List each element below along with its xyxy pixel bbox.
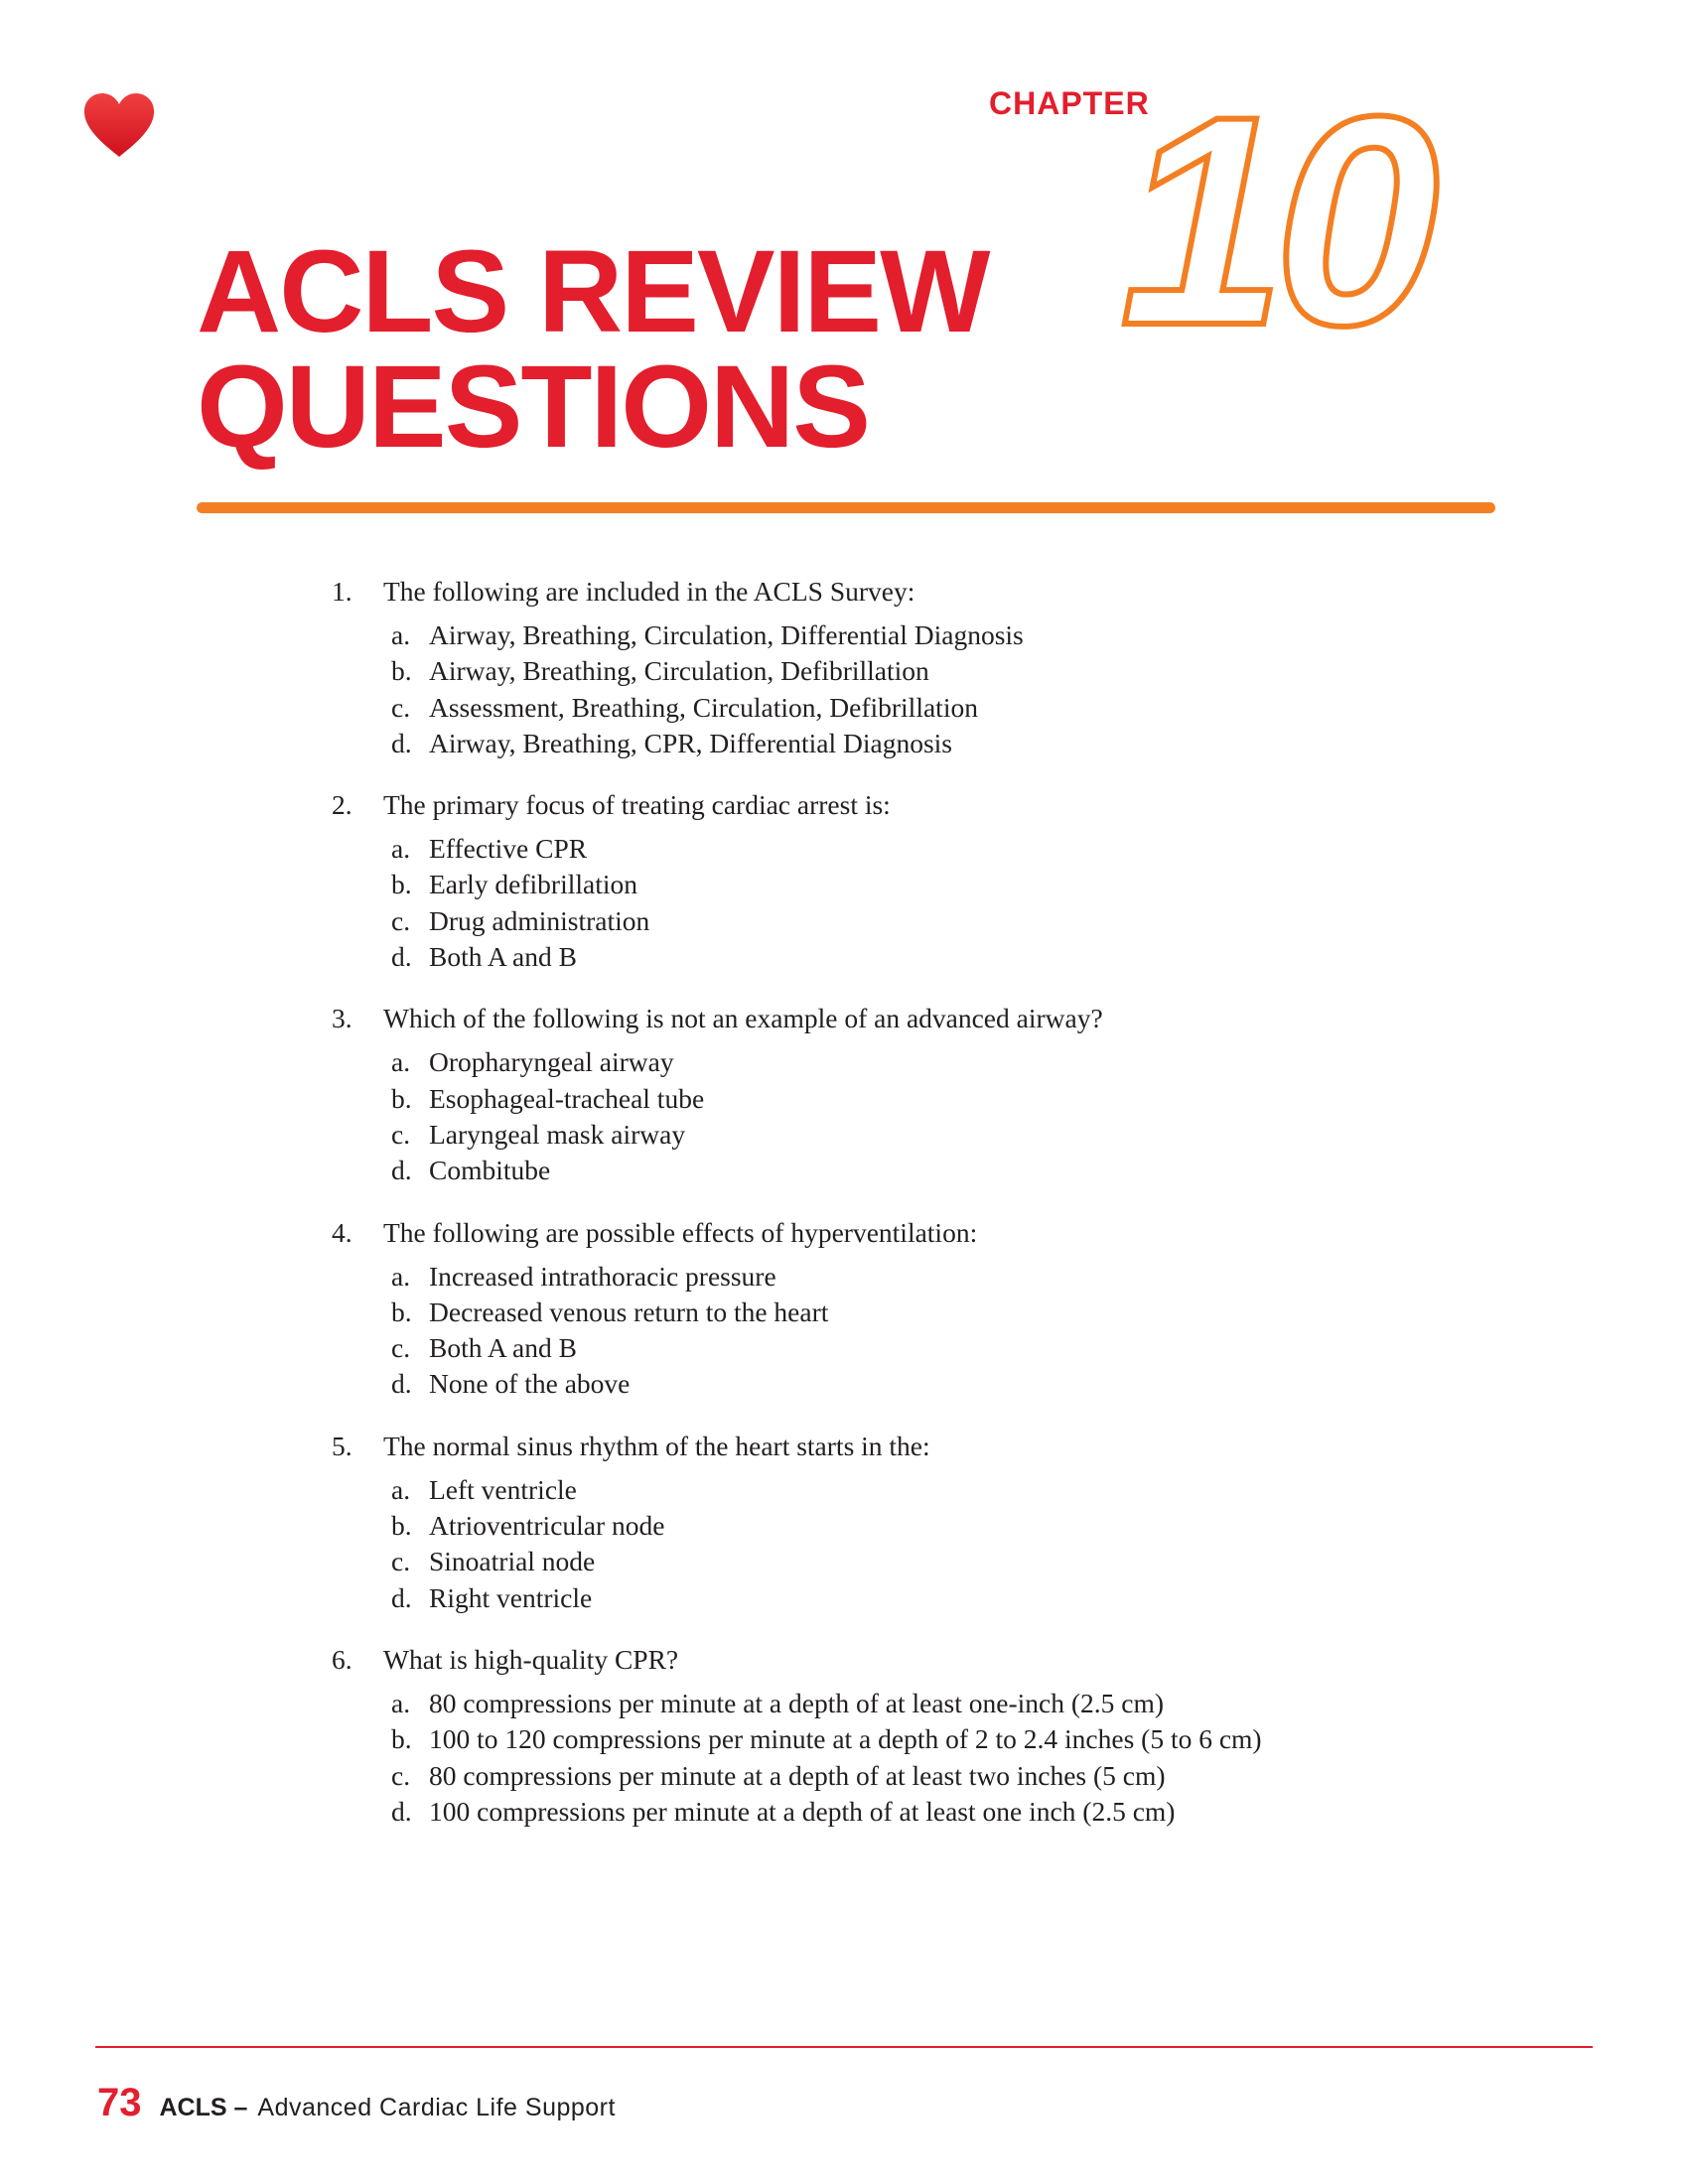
option-letter: d. [391,1795,412,1827]
question-number: 6. [332,1643,352,1675]
option-text: Drug administration [429,904,650,936]
question-number: 2. [332,789,352,821]
question-number: 1. [332,576,352,607]
option-letter: a. [391,1046,411,1078]
option-c [391,903,1424,939]
option-letter: c. [391,1332,411,1364]
option-letter: d. [391,1581,412,1613]
question-1 [332,572,1424,761]
question-text: The following are included in the ACLS Survey: [383,576,915,607]
page-title-line-2: QUESTIONS [197,341,869,473]
option-letter: a. [391,1260,411,1292]
option-c [391,1117,1424,1153]
question-text: The following are possible effects of hyperventilation: [383,1216,978,1248]
option-a [391,1686,1424,1721]
option-letter: c. [391,691,411,723]
question-3 [332,999,1424,1188]
option-d [391,1794,1424,1830]
option-b [391,1081,1424,1117]
question-stem [332,1427,1424,1466]
option-letter: d. [391,1155,412,1186]
option-text: Assessment, Breathing, Circulation, Defibrillation [429,691,978,723]
option-c [391,690,1424,726]
option-letter: c. [391,1118,411,1150]
option-letter: a. [391,1687,411,1718]
option-list [332,1259,1424,1403]
option-letter: b. [391,655,412,687]
option-text: Atrioventricular node [429,1510,665,1542]
option-text: Effective CPR [429,833,588,865]
question-list [332,572,1424,1853]
option-letter: c. [391,1546,411,1577]
chapter-number-text: 10 [1120,87,1428,345]
question-stem [332,572,1424,612]
option-b [391,653,1424,689]
page-title-line-1: ACLS REVIEW [197,226,989,357]
option-list [332,1044,1424,1188]
option-b [391,1295,1424,1330]
option-text: Oropharyngeal airway [429,1046,674,1078]
option-text: Both A and B [429,1332,577,1364]
option-list [332,1686,1424,1830]
option-c [391,1544,1424,1579]
option-text: 100 to 120 compressions per minute at a depth of 2 to 2.4 inches (5 to 6 cm) [429,1723,1262,1755]
question-stem [332,785,1424,825]
question-stem [332,1640,1424,1680]
option-d [391,1580,1424,1616]
chapter-number [1120,87,1507,345]
option-list [332,831,1424,975]
option-d [391,939,1424,975]
option-letter: c. [391,1759,411,1791]
footer-brand: ACLS – [159,2094,248,2121]
question-number: 5. [332,1430,352,1461]
option-a [391,831,1424,867]
option-text: Airway, Breathing, Circulation, Defibrillation [429,655,929,687]
question-6 [332,1640,1424,1830]
option-text: Laryngeal mask airway [429,1118,686,1150]
question-text: The primary focus of treating cardiac arrest is: [383,789,891,821]
option-text: Left ventricle [429,1473,577,1505]
option-text: 80 compressions per minute at a depth of at least one-inch (2.5 cm) [429,1687,1164,1718]
option-letter: a. [391,833,411,865]
option-c [391,1758,1424,1794]
option-text: Esophageal-tracheal tube [429,1082,705,1114]
page-number: 73 [97,2081,142,2124]
option-letter: a. [391,619,411,650]
option-d [391,1153,1424,1188]
option-list [332,1472,1424,1616]
question-text: What is high-quality CPR? [383,1643,679,1675]
page-footer [97,2081,616,2125]
option-text: Early defibrillation [429,869,637,900]
option-d [391,726,1424,761]
option-letter: c. [391,904,411,936]
option-d [391,1366,1424,1402]
option-letter: b. [391,1723,412,1755]
footer-subtitle: Advanced Cardiac Life Support [257,2094,616,2121]
option-letter: b. [391,1510,412,1542]
option-text: 80 compressions per minute at a depth of at least two inches (5 cm) [429,1759,1166,1791]
option-letter: a. [391,1473,411,1505]
option-text: Sinoatrial node [429,1546,596,1577]
option-text: 100 compressions per minute at a depth of at least one inch (2.5 cm) [429,1795,1176,1827]
option-a [391,1259,1424,1295]
option-text: Increased intrathoracic pressure [429,1260,776,1292]
question-text: The normal sinus rhythm of the heart starts in the: [383,1430,930,1461]
heart-icon [81,91,157,159]
option-letter: b. [391,1082,412,1114]
option-letter: b. [391,869,412,900]
question-number: 4. [332,1216,352,1248]
option-text: Airway, Breathing, Circulation, Differential Diagnosis [429,619,1024,650]
option-text: None of the above [429,1368,631,1400]
option-a [391,617,1424,653]
title-divider [197,502,1495,513]
option-b [391,867,1424,902]
option-b [391,1508,1424,1544]
footer-divider [95,2046,1593,2048]
option-list [332,617,1424,761]
option-a [391,1472,1424,1508]
question-5 [332,1427,1424,1616]
question-text: Which of the following is not an example of an advanced airway? [383,1003,1103,1034]
option-b [391,1721,1424,1757]
question-2 [332,785,1424,975]
option-text: Decreased venous return to the heart [429,1296,829,1327]
option-text: Right ventricle [429,1581,593,1613]
option-letter: d. [391,727,412,758]
chapter-label: CHAPTER [989,85,1150,121]
heart-logo [81,91,157,159]
option-letter: d. [391,1368,412,1400]
question-stem [332,1213,1424,1253]
question-4 [332,1213,1424,1403]
question-number: 3. [332,1003,352,1034]
page-title [197,226,989,473]
option-c [391,1330,1424,1366]
option-a [391,1044,1424,1080]
option-letter: d. [391,941,412,973]
option-text: Airway, Breathing, CPR, Differential Diagnosis [429,727,952,758]
option-letter: b. [391,1296,412,1327]
option-text: Both A and B [429,941,577,973]
option-text: Combitube [429,1155,551,1186]
question-stem [332,999,1424,1038]
